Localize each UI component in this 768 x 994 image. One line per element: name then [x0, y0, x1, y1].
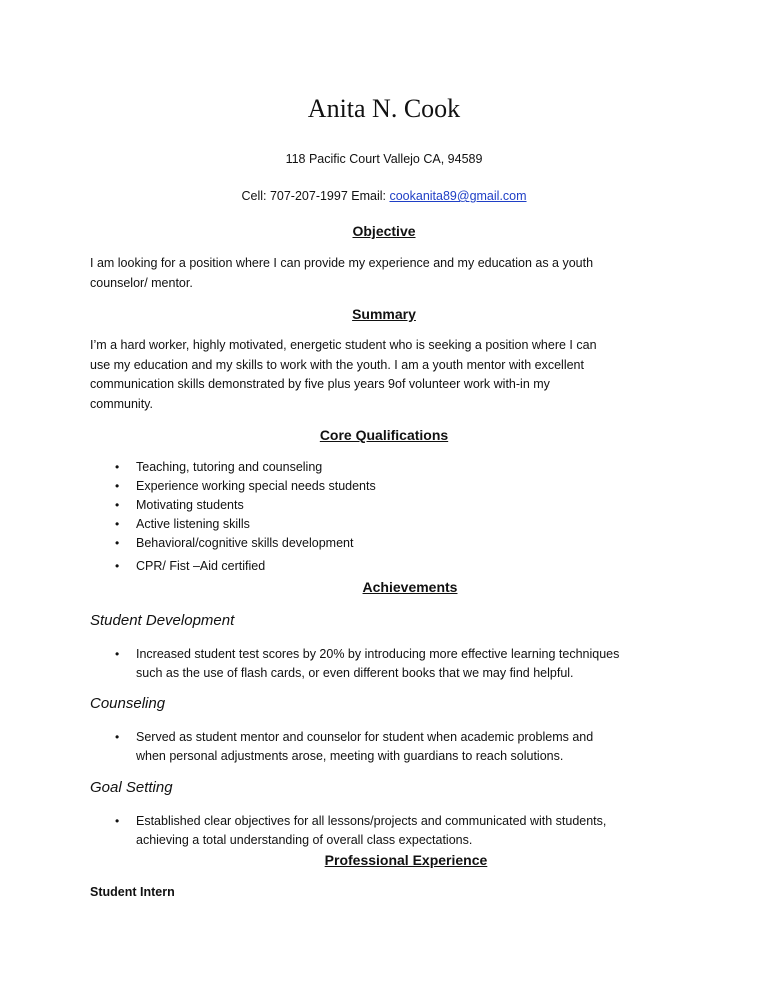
- summary-line: I’m a hard worker, highly motivated, energetic student who is seeking a position where I can: [90, 338, 597, 352]
- bullet-icon: •: [115, 730, 120, 744]
- bullet-icon: •: [115, 647, 120, 661]
- experience-heading: Professional Experience: [324, 852, 488, 868]
- summary-heading: Summary: [352, 306, 416, 322]
- bullet-icon: •: [115, 460, 120, 474]
- achievement-title: Goal Setting: [90, 779, 173, 796]
- contact-line: [90, 188, 678, 204]
- objective-heading: Objective: [352, 223, 416, 239]
- achievements-heading: Achievements: [362, 579, 458, 595]
- bullet-icon: •: [115, 498, 120, 512]
- resume-name: Anita N. Cook: [307, 94, 461, 123]
- objective-text: [90, 254, 670, 293]
- bullet-icon: •: [115, 536, 120, 550]
- summary-line: use my education and my skills to work with the youth. I am a youth mentor with excellent: [90, 357, 584, 372]
- bullet-icon: •: [115, 517, 120, 531]
- summary-line: community.: [90, 396, 153, 411]
- summary-text: [90, 336, 670, 414]
- job-title: Student Intern: [90, 885, 175, 899]
- achievement-title: Counseling: [90, 695, 166, 712]
- address: 118 Pacific Court Vallejo CA, 94589: [285, 152, 483, 166]
- contact-prefix: Cell: 707-207-1997 Email:: [241, 189, 390, 203]
- bullet-icon: •: [115, 479, 120, 493]
- objective-line: counselor/ mentor.: [90, 275, 193, 290]
- objective-line: I am looking for a position where I can provide my experience and my education as a youth: [90, 256, 594, 270]
- summary-line: communication skills demonstrated by five plus years 9of volunteer work with-in my: [90, 377, 550, 391]
- achievement-title: Student Development: [90, 612, 235, 629]
- email-link[interactable]: cookanita89@gmail.com: [389, 189, 527, 203]
- core-qualifications-heading: Core Qualifications: [319, 427, 449, 443]
- bullet-icon: •: [115, 559, 120, 573]
- bullet-icon: •: [115, 814, 120, 828]
- resume-page: Anita N. Cook 118 Pacific Court Vallejo CA, 94589 Cell: 707-207-1997 Email: cookanita89@gmail.com Objective I am looking for a position where I can provide my experience and my education as a youth counselor/ mentor. Summary I’m a hard worker, highly motivated, energetic student who is seeking a position where I can use my education and my skills to work with the youth. I am a youth mentor with excellent communication skills demonstrated by five plus years 9of volunteer work with-in my community. Core Qualifications • Teaching, tutoring and counseling • Experience working special needs students • Motivating students • Active listening skills • Behavioral/cognitive skills development • CPR/ Fist –Aid certified Achievements Student Development • Increased student test scores by 20% by introducing more effective learning techniques such as the use of flash cards, or even different books that we may find helpful. Counseling • Served as student mentor and counselor for student when academic problems and when personal adjustments arose, meeting with guardians to reach solutions. Goal Setting • Established clear objectives for all lessons/projects and communicated with students, achieving a total understanding of overall class expectations. Professional Experience Student Intern: [0, 0, 768, 994]
